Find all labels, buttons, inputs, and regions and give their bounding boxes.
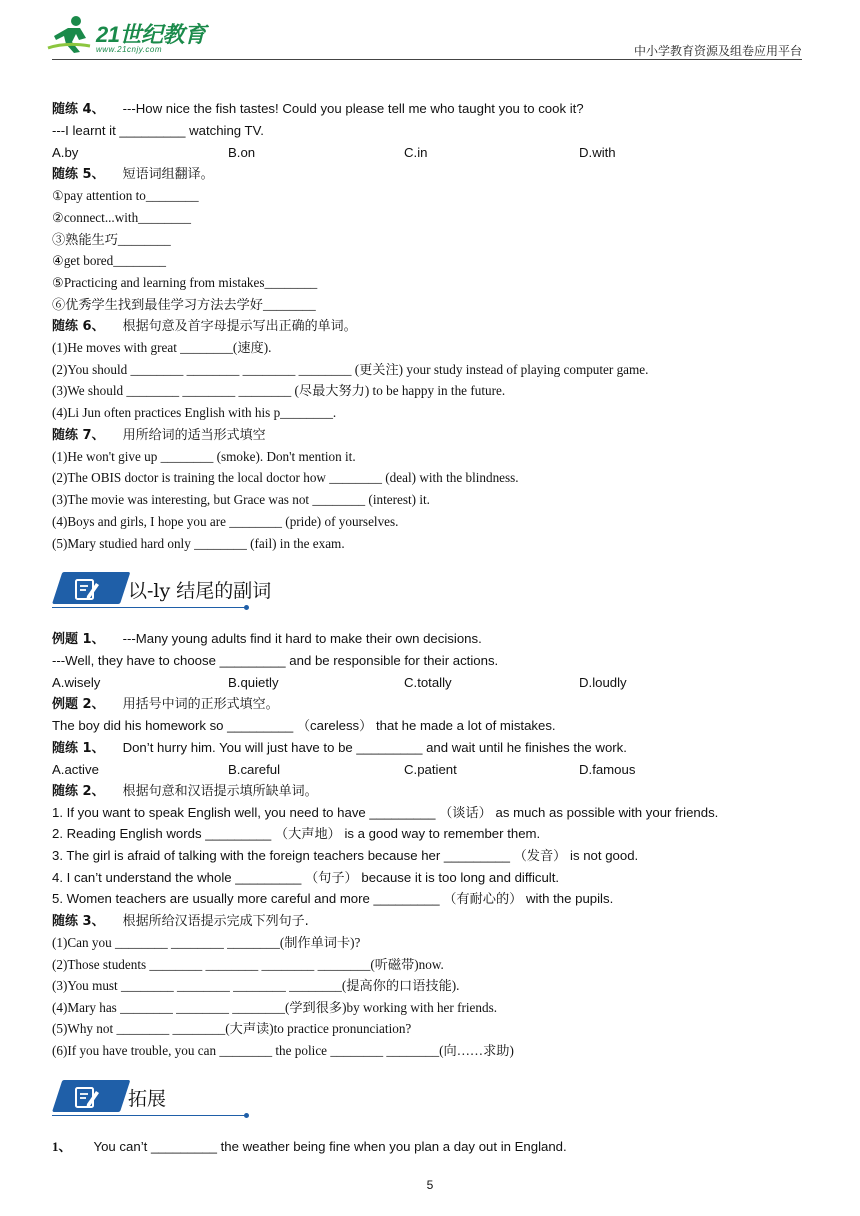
list-item: ⑤Practicing and learning from mistakes________ — [52, 275, 318, 290]
list-item: ②connect...with________ — [52, 210, 191, 225]
list-item: (3)The movie was interesting, but Grace was not ________ (interest) it. — [52, 492, 430, 507]
question-line — [52, 740, 627, 757]
option-c: C.totally — [404, 675, 452, 690]
option-d: D.famous — [579, 762, 636, 777]
banner-dot — [244, 1113, 249, 1118]
question-label: 随练 2、 — [52, 784, 105, 799]
question-label: 随练 7、 — [52, 428, 105, 443]
question-text: 用所给词的适当形式填空 — [122, 428, 266, 443]
question-label: 随练 6、 — [52, 319, 105, 334]
list-item: 1. If you want to speak English well, you need to have _________ （谈话） as much as possible with your friends. — [52, 805, 719, 820]
question-text: 短语词组翻译。 — [122, 167, 214, 182]
option-a: A.wisely — [52, 675, 101, 690]
list-item: (3)You must ________ ________ ________ ________(提高你的口语技能). — [52, 978, 460, 993]
header-divider — [52, 59, 802, 60]
logo-text: 21世纪教育 — [96, 22, 206, 47]
list-item: 4. I can’t understand the whole _________ （句子） because it is too long and difficult. — [52, 870, 560, 885]
list-item: ⑥优秀学生找到最佳学习方法去学好________ — [52, 297, 316, 312]
question-line — [52, 696, 279, 713]
option-b: B.on — [228, 145, 256, 160]
page-header — [0, 0, 860, 70]
question-line — [52, 913, 309, 930]
list-item: 3. The girl is afraid of talking with the foreign teachers because her _________ （发音） is not good. — [52, 848, 639, 863]
list-item: ④get bored________ — [52, 253, 167, 268]
platform-name: 中小学教育资源及组卷应用平台 — [633, 44, 802, 58]
option-b: B.careful — [228, 762, 281, 777]
list-item: ③熟能生巧________ — [52, 232, 171, 247]
list-item: (3)We should ________ ________ ________ (尽最大努力) to be happy in the future. — [52, 383, 506, 398]
question-text: ---How nice the fish tastes! Could you please tell me who taught you to cook it? — [122, 101, 584, 116]
question-line — [52, 1139, 567, 1155]
list-item: (4)Mary has ________ ________ ________(学到很多)by working with her friends. — [52, 1000, 498, 1015]
list-item: 5. Women teachers are usually more careful and more _________ （有耐心的） with the pupils. — [52, 891, 614, 906]
pencil-note-icon — [74, 577, 100, 601]
question-line — [52, 427, 266, 444]
section-title: 拓展 — [128, 1088, 167, 1110]
list-item: 2. Reading English words _________ （大声地） is a good way to remember them. — [52, 826, 541, 841]
option-d: D.with — [579, 145, 616, 160]
question-line: ---Well, they have to choose _________ and be responsible for their actions. — [52, 653, 499, 668]
question-line: The boy did his homework so _________ （careless） that he made a lot of mistakes. — [52, 718, 556, 733]
list-item: (1)Can you ________ ________ ________(制作单词卡)? — [52, 935, 361, 950]
question-text: You can’t _________ the weather being fine when you plan a day out in England. — [93, 1139, 567, 1154]
question-text: ---Many young adults find it hard to make their own decisions. — [122, 631, 482, 646]
logo-url: www.21cnjy.com — [96, 45, 162, 54]
question-label: 1、 — [52, 1139, 72, 1154]
question-label: 随练 4、 — [52, 102, 105, 117]
pencil-note-icon — [74, 1085, 100, 1109]
section-banner — [52, 1078, 252, 1118]
question-line — [52, 318, 357, 335]
option-a: A.active — [52, 762, 99, 777]
question-text: 用括号中词的正形式填空。 — [122, 697, 279, 712]
question-text: 根据句意和汉语提示填所缺单词。 — [122, 784, 318, 799]
question-line — [52, 166, 214, 183]
runner-logo-icon — [46, 14, 102, 54]
option-b: B.quietly — [228, 675, 279, 690]
list-item: (1)He moves with great ________(速度). — [52, 340, 272, 355]
list-item: (4)Li Jun often practices English with his p________. — [52, 405, 337, 420]
section-title: 以-ly 结尾的副词 — [128, 580, 272, 602]
question-label: 例题 1、 — [52, 632, 105, 647]
list-item: (5)Why not ________ ________(大声读)to practice pronunciation? — [52, 1021, 412, 1036]
question-label: 随练 3、 — [52, 914, 105, 929]
list-item: (2)The OBIS doctor is training the local doctor how ________ (deal) with the blindness. — [52, 470, 519, 485]
list-item: (4)Boys and girls, I hope you are ________ (pride) of yourselves. — [52, 514, 399, 529]
list-item: (2)You should ________ ________ ________ ________ (更关注) your study instead of playing computer game. — [52, 362, 649, 377]
question-text: Don’t hurry him. You will just have to be _________ and wait until he finishes the work. — [122, 740, 627, 755]
option-d: D.loudly — [579, 675, 627, 690]
banner-underline — [52, 607, 248, 608]
list-item: (6)If you have trouble, you can ________ the police ________ ________(向……求助) — [52, 1043, 514, 1058]
question-line — [52, 783, 318, 800]
question-label: 例题 2、 — [52, 697, 105, 712]
list-item: (1)He won't give up ________ (smoke). Don't mention it. — [52, 449, 356, 464]
page-number: 5 — [426, 1178, 434, 1192]
question-line: ---I learnt it _________ watching TV. — [52, 123, 264, 138]
list-item: (2)Those students ________ ________ ________ ________(听磁带)now. — [52, 957, 444, 972]
question-label: 随练 5、 — [52, 167, 105, 182]
question-text: 根据句意及首字母提示写出正确的单词。 — [122, 319, 357, 334]
list-item: (5)Mary studied hard only ________ (fail) in the exam. — [52, 536, 345, 551]
question-line — [52, 101, 584, 118]
question-line — [52, 631, 482, 648]
banner-underline — [52, 1115, 248, 1116]
list-item: ①pay attention to________ — [52, 188, 199, 203]
option-a: A.by — [52, 145, 79, 160]
banner-dot — [244, 605, 249, 610]
question-label: 随练 1、 — [52, 741, 105, 756]
option-c: C.patient — [404, 762, 457, 777]
question-text: 根据所给汉语提示完成下列句子. — [122, 914, 309, 929]
option-c: C.in — [404, 145, 428, 160]
section-banner — [52, 570, 272, 610]
